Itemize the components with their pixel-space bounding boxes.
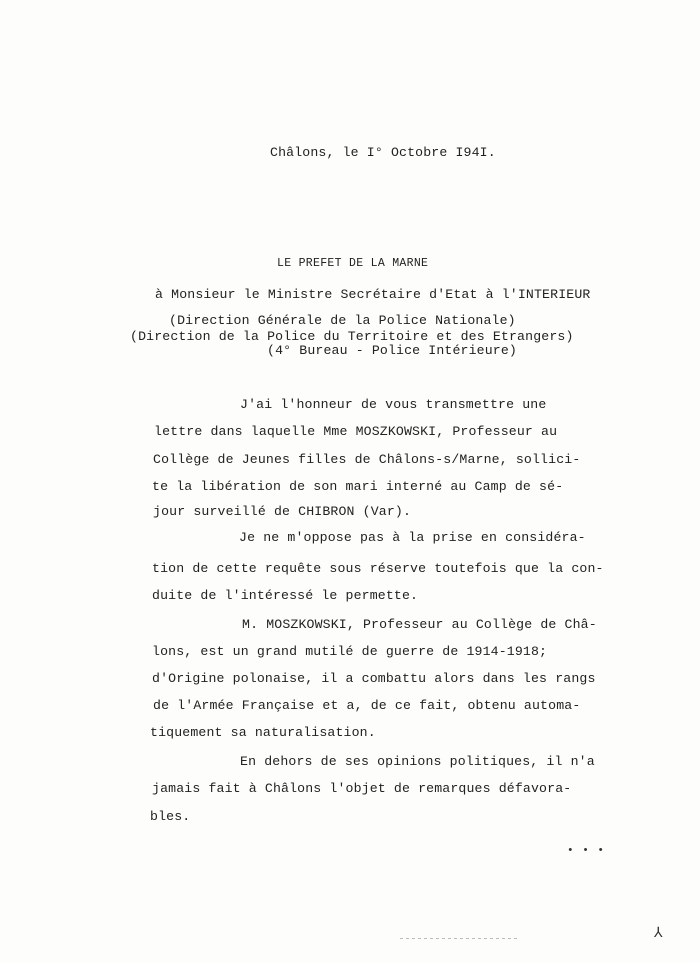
dateline: Châlons, le I° Octobre I94I. <box>270 145 496 160</box>
body-line-4: te la libération de son mari interné au Camp de sé- <box>152 479 564 494</box>
body-line-10: lons, est un grand mutilé de guerre de 1914-1918; <box>152 644 548 659</box>
body-line-1: J'ai l'honneur de vous transmettre une <box>240 397 547 412</box>
body-line-3: Collège de Jeunes filles de Châlons-s/Marne, sollici- <box>153 452 581 467</box>
body-line-12: de l'Armée Française et a, de ce fait, obtenu automa- <box>153 698 581 713</box>
body-line-7: tion de cette requête sous réserve toutefois que la con- <box>152 561 604 576</box>
addressee-line-2: (Direction Générale de la Police Nationale) <box>169 313 516 328</box>
body-line-6: Je ne m'oppose pas à la prise en considéra- <box>239 530 586 545</box>
margin-dots: • • • <box>567 845 606 857</box>
body-line-9: M. MOSZKOWSKI, Professeur au Collège de Châ- <box>242 617 597 632</box>
body-line-13: tiquement sa naturalisation. <box>150 725 376 740</box>
addressee-line-1: à Monsieur le Ministre Secrétaire d'Etat à l'INTERIEUR <box>155 287 591 302</box>
body-line-5: jour surveillé de CHIBRON (Var). <box>153 504 412 519</box>
addressee-line-4: (4° Bureau - Police Intérieure) <box>267 343 517 358</box>
body-line-2: lettre dans laquelle Mme MOSZKOWSKI, Professeur au <box>154 424 558 439</box>
sender-heading: LE PREFET DE LA MARNE <box>277 257 429 270</box>
body-line-8: duite de l'intéressé le permette. <box>152 588 419 603</box>
body-line-14: En dehors de ses opinions politiques, il n'a <box>240 754 595 769</box>
corner-mark: ⅄ <box>654 926 663 942</box>
body-line-11: d'Origine polonaise, il a combattu alors dans les rangs <box>152 671 596 686</box>
addressee-line-3: (Direction de la Police du Territoire et des Etrangers) <box>130 329 574 344</box>
body-line-15: jamais fait à Châlons l'objet de remarques défavora- <box>152 781 572 796</box>
bottom-rule <box>400 938 520 939</box>
body-line-16: bles. <box>150 809 191 824</box>
